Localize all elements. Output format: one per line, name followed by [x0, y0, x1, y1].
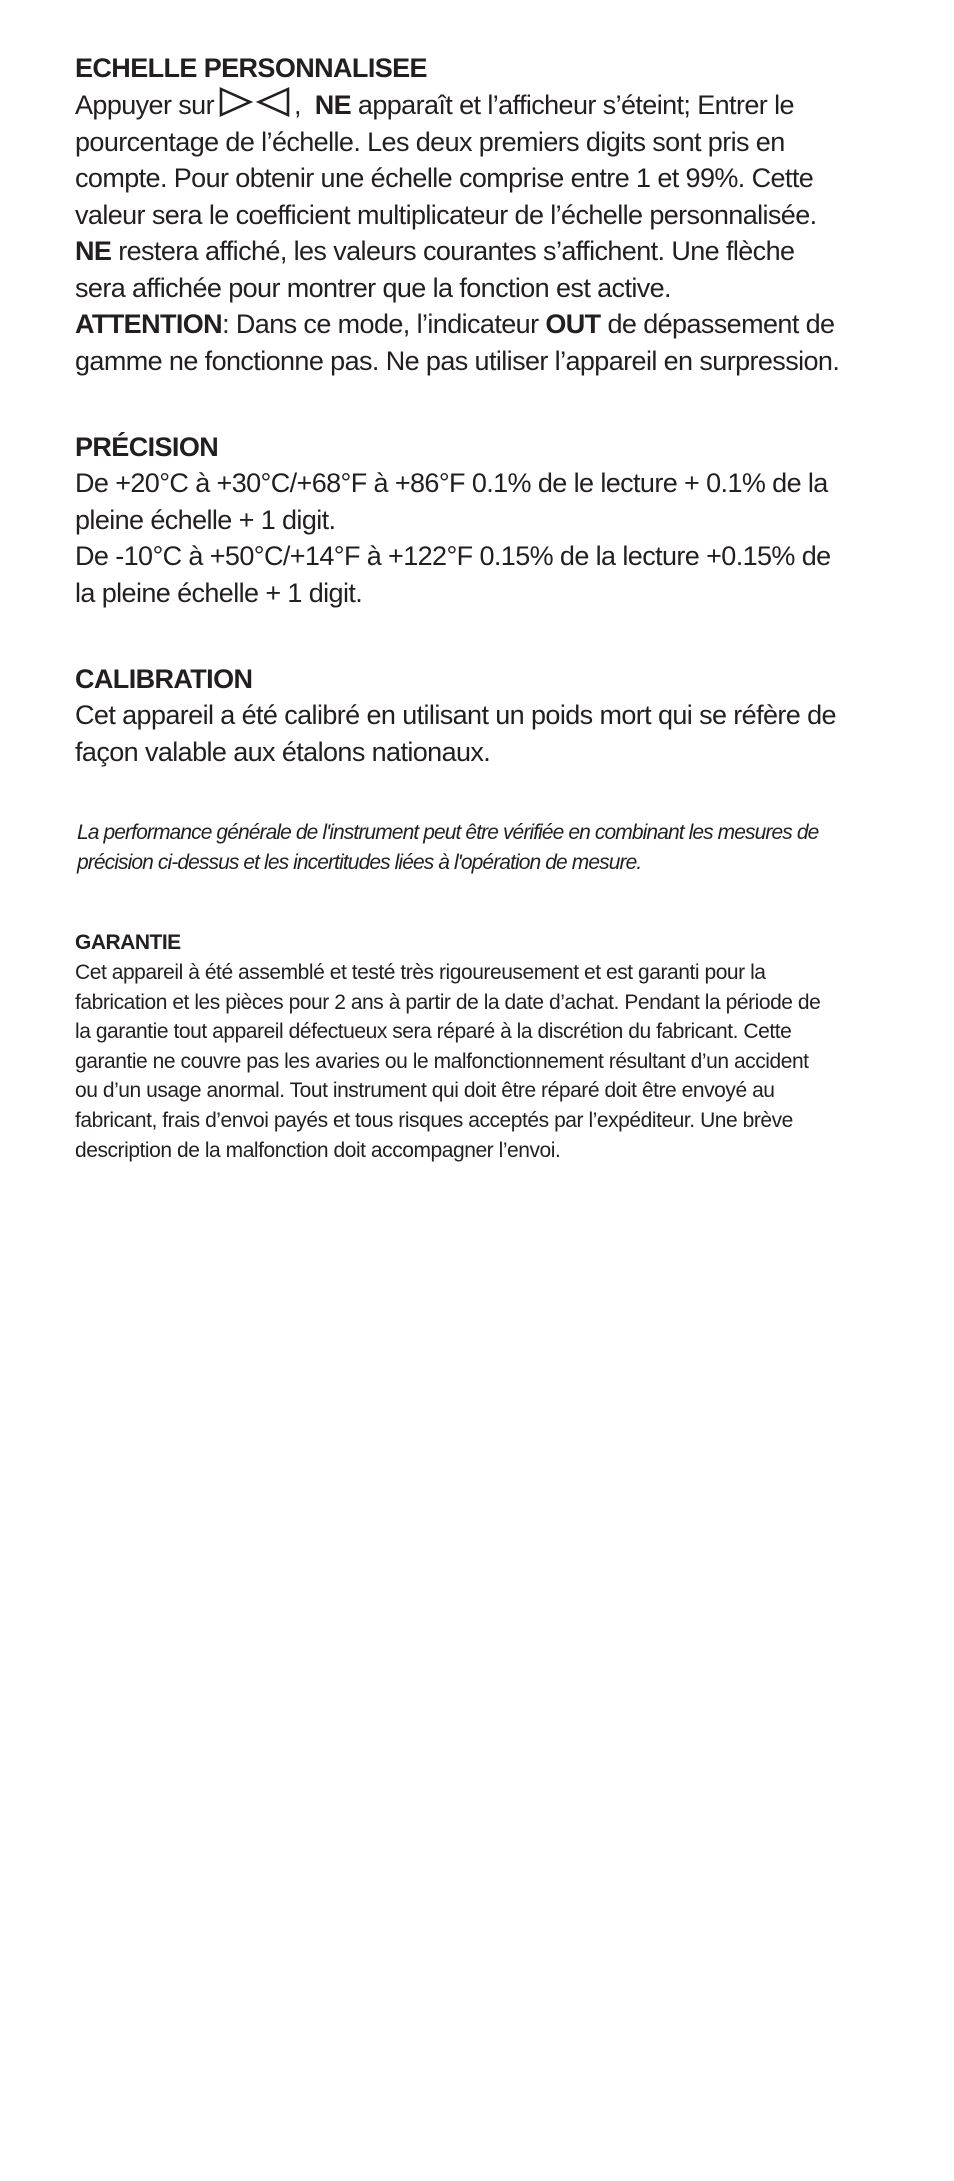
text-line: la pleine échelle + 1 digit.	[75, 577, 363, 608]
text-fragment: : Dans ce mode, l’indicateur	[222, 309, 539, 339]
section-title: PRÉCISION	[75, 432, 219, 462]
text-line: ou d’un usage anormal. Tout instrument qui doit être réparé doit être envoyé au	[75, 1079, 775, 1103]
text-line: pleine échelle + 1 digit.	[75, 504, 336, 535]
section-title: GARANTIE	[75, 931, 181, 954]
text-line: la garantie tout appareil défectueux sera réparé à la discrétion du fabricant. Cette	[75, 1020, 792, 1044]
text-line	[75, 306, 895, 343]
section-body	[75, 86, 895, 379]
text-fragment: apparaît et l’afficheur s’éteint; Entrer le	[357, 90, 794, 120]
text-fragment: ,	[293, 90, 301, 120]
section-body	[75, 958, 895, 1165]
left-triangle-icon	[259, 89, 288, 115]
ne-indicator-label: NE	[314, 90, 352, 120]
text-line	[75, 233, 895, 270]
out-indicator-label: OUT	[545, 309, 601, 339]
document-page	[75, 50, 895, 1165]
ne-indicator-label: NE	[75, 236, 112, 266]
text-line: façon valable aux étalons nationaux.	[75, 736, 491, 767]
text-line: pourcentage de l’échelle. Les deux premiers digits sont pris en	[75, 126, 785, 157]
arrow-buttons-icon-group	[218, 86, 292, 118]
text-fragment: Appuyer sur	[75, 90, 214, 120]
right-triangle-icon	[221, 89, 250, 115]
section-echelle-personnalisee	[75, 50, 895, 379]
section-precision	[75, 429, 895, 611]
attention-label: ATTENTION	[75, 309, 223, 339]
section-title: CALIBRATION	[75, 664, 253, 694]
text-line: De -10°C à +50°C/+14°F à +122°F 0.15% de la lecture +0.15% de	[75, 541, 831, 571]
text-line: De +20°C à +30°C/+68°F à +86°F 0.1% de le lecture + 0.1% de la	[75, 468, 828, 498]
section-body	[75, 465, 895, 611]
performance-note	[77, 818, 895, 878]
text-line	[75, 86, 895, 124]
text-line: gamme ne fonctionne pas. Ne pas utiliser l’appareil en surpression.	[75, 345, 840, 376]
text-fragment: de dépassement de	[607, 309, 835, 339]
section-body	[75, 697, 895, 770]
text-line: valeur sera le coefficient multiplicateur de l’échelle personnalisée.	[75, 199, 817, 230]
section-title: ECHELLE PERSONNALISEE	[75, 53, 427, 83]
section-garantie	[75, 928, 895, 1165]
text-line: compte. Pour obtenir une échelle comprise entre 1 et 99%. Cette	[75, 163, 814, 193]
text-line: description de la malfonction doit accompagner l’envoi.	[75, 1138, 561, 1162]
text-line: fabrication et les pièces pour 2 ans à partir de la date d’achat. Pendant la période de	[75, 990, 821, 1014]
section-calibration	[75, 661, 895, 770]
text-line: garantie ne couvre pas les avaries ou le malfonctionnement résultant d’un accident	[75, 1049, 809, 1073]
text-line: Cet appareil a été calibré en utilisant un poids mort qui se réfère de	[75, 700, 836, 730]
text-line: La performance générale de l'instrument peut être vérifiée en combinant les mesures de	[77, 821, 819, 844]
text-line: précision ci-dessus et les incertitudes liées à l'opération de mesure.	[77, 851, 642, 874]
text-line: fabricant, frais d’envoi payés et tous risques acceptés par l’expéditeur. Une brève	[75, 1108, 793, 1132]
text-line: sera affichée pour montrer que la fonction est active.	[75, 272, 671, 303]
text-line: Cet appareil à été assemblé et testé très rigoureusement et est garanti pour la	[75, 961, 766, 984]
text-fragment: restera affiché, les valeurs courantes s’affichent. Une flèche	[118, 236, 795, 266]
